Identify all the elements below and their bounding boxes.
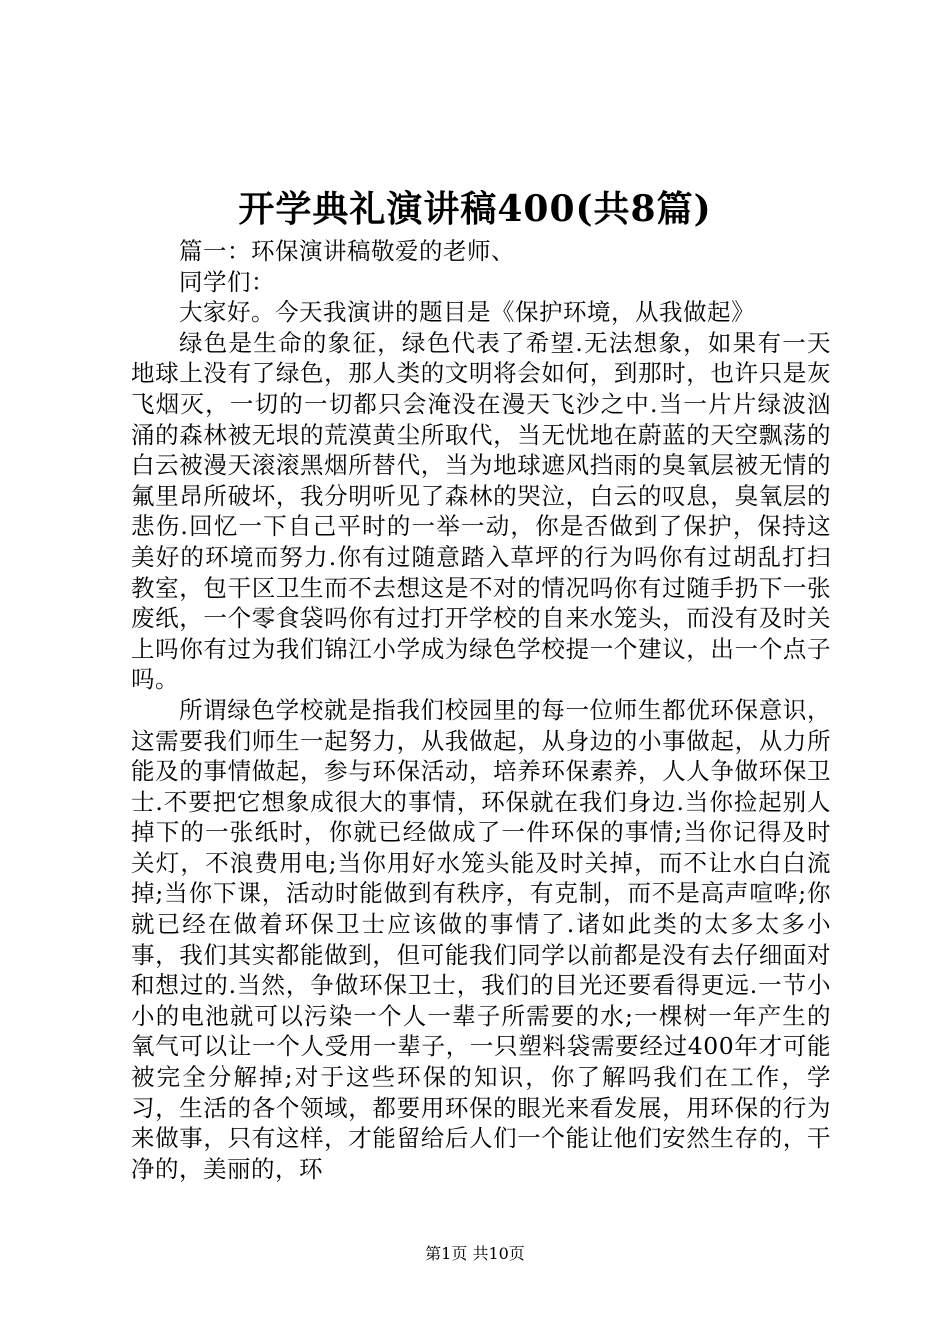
body-paragraph: 绿色是生命的象征，绿色代表了希望.无法想象，如果有一天地球上没有了绿色，那人类的文明将会如何，到那时，也许只是灰飞烟灭，一切的一切都只会淹没在漫天飞沙之中.当一片片绿波汹涌的森林被无垠的荒漠黄尘所取代，当无忧地在蔚蓝的天空飘荡的白云被漫天滚滚黑烟所替代，当为地球遮风挡雨的臭氧层被无情的氟里昂所破坏，我分明听见了森林的哭泣，白云的叹息，臭氧层的悲伤.回忆一下自己平时的一举一动，你是否做到了保护，保持这美好的环境而努力.你有过随意踏入草坪的行为吗你有过胡乱打扫教室，包干区卫生而不去想这是不对的情况吗你有过随手扔下一张废纸，一个零食袋吗你有过打开学校的自来水笼头，而没有及时关上吗你有过为我们锦江小学成为绿色学校提一个建议，出一个点子吗。 [131, 328, 831, 694]
body-paragraph: 同学们： [179, 267, 275, 296]
body-paragraph: 大家好。今天我演讲的题目是《保护环境，从我做起》 [179, 298, 755, 327]
document-title: 开学典礼演讲稿400(共8篇) [238, 188, 712, 230]
page-footer: 第1页 共10页 [425, 1244, 525, 1263]
body-paragraph: 篇一：环保演讲稿敬爱的老师、 [179, 237, 515, 265]
body-paragraph: 所谓绿色学校就是指我们校园里的每一位师生都优环保意识，这需要我们师生一起努力，从我做起，从身边的小事做起，从力所能及的事情做起，参与环保活动，培养环保素养，人人争做环保卫士.不要把它想象成很大的事情，环保就在我们身边.当你捡起别人掉下的一张纸时，你就已经做成了一件环保的事情;当你记得及时关灯，不浪费用电;当你用好水笼头能及时关掉，而不让水白白流掉;当你下课，活动时能做到有秩序，有克制，而不是高声喧哗;你就已经在做着环保卫士应该做的事情了.诸如此类的太多太多小事，我们其实都能做到，但可能我们同学以前都是没有去仔细面对和想过的.当然，争做环保卫士，我们的目光还要看得更远.一节小小的电池就可以污染一个人一辈子所需要的水;一棵树一年产生的氧气可以让一个人受用一辈子，一只塑料袋需要经过400年才可能被完全分解掉;对于这些环保的知识，你了解吗我们在工作，学习，生活的各个领域，都要用环保的眼光来看发展，用环保的行为来做事，只有这样，才能留给后人们一个能让他们安然生存的，干净的，美丽的，环 [131, 695, 831, 1183]
document-body [131, 236, 831, 1184]
